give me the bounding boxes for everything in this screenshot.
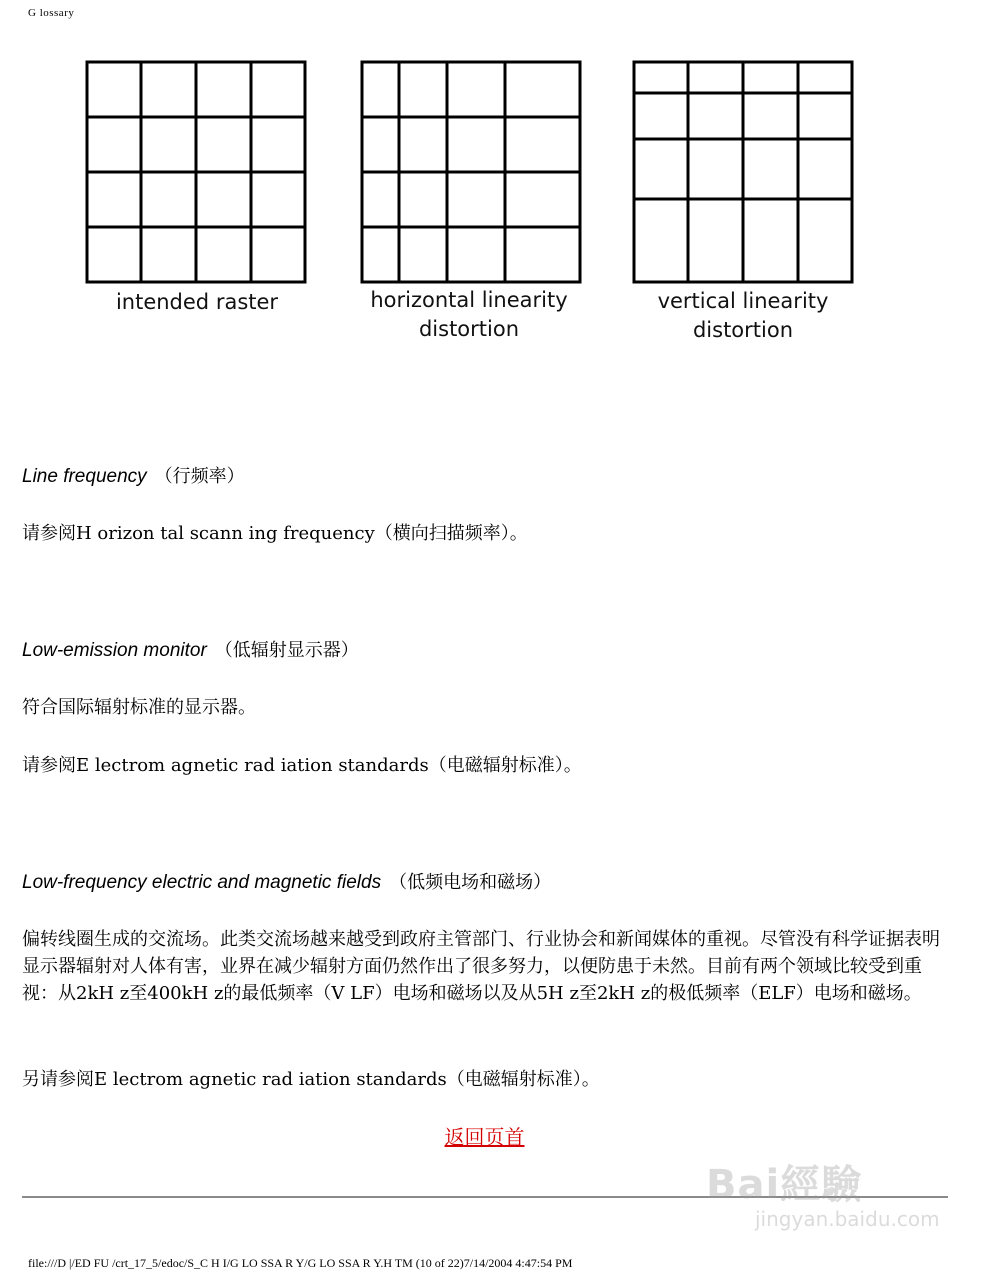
term-chinese: （行频率） <box>154 466 245 487</box>
caption-horizontal-line1: horizontal linearity <box>370 288 568 312</box>
vertical-distortion-grid <box>634 62 852 282</box>
caption-horizontal-line2: distortion <box>418 317 520 341</box>
intended-raster-grid <box>87 62 305 282</box>
term-english: Low-frequency electric and magnetic fields <box>22 872 382 893</box>
raster-distortion-figure <box>80 56 860 356</box>
page-header-label: G lossary <box>28 7 75 19</box>
footer-file-path: file:///D |/ED FU /crt_17_5/edoc/S_C H I/G LO SSA R Y/G LO SSA R Y.H TM (10 of 22)7/14/2004 4:47:54 PM <box>28 1256 573 1270</box>
term-english: Line frequency <box>22 466 147 487</box>
horizontal-distortion-grid <box>362 62 580 282</box>
see-also-paragraph: 另请参阅E lectrom agnetic rad iation standards（电磁辐射标准）。 <box>22 1069 600 1090</box>
baidu-watermark <box>700 1135 950 1245</box>
definition-paragraph: 符合国际辐射标准的显示器。 <box>22 697 256 718</box>
definition-paragraph: 偏转线圈生成的交流场。此类交流场越来越受到政府主管部门、行业协会和新闻媒体的重视。尽管没有科学证据表明显示器辐射对人体有害，业界在减少辐射方面仍然作出了很多努力，以便防患于未然。目前有两个领域比较受到重视：从2kH z至400kH z的最低频率（V LF）电场和磁场以及从5H z至2kH z的极低频率（ELF）电场和磁场。 <box>22 929 940 1004</box>
see-also-paragraph: 请参阅E lectrom agnetic rad iation standards（电磁辐射标准）。 <box>22 755 582 776</box>
definition-paragraph: 请参阅H orizon tal scann ing frequency（横向扫描频率）。 <box>22 523 528 544</box>
caption-vertical-line1: vertical linearity <box>657 289 829 313</box>
term-chinese: （低辐射显示器） <box>214 640 359 661</box>
term-chinese: （低频电场和磁场） <box>389 872 552 893</box>
back-to-top-link[interactable]: 返回页首 <box>444 1125 525 1149</box>
term-low-frequency-fields <box>22 868 551 894</box>
term-english: Low-emission monitor <box>22 640 207 661</box>
watermark-url: jingyan.baidu.com <box>755 1207 940 1231</box>
caption-vertical-line2: distortion <box>692 318 794 342</box>
term-line-frequency <box>22 462 245 488</box>
term-low-emission-monitor <box>22 636 359 662</box>
caption-intended-raster: intended raster <box>115 290 279 314</box>
watermark-logo-text: Bai經驗 <box>706 1162 863 1208</box>
